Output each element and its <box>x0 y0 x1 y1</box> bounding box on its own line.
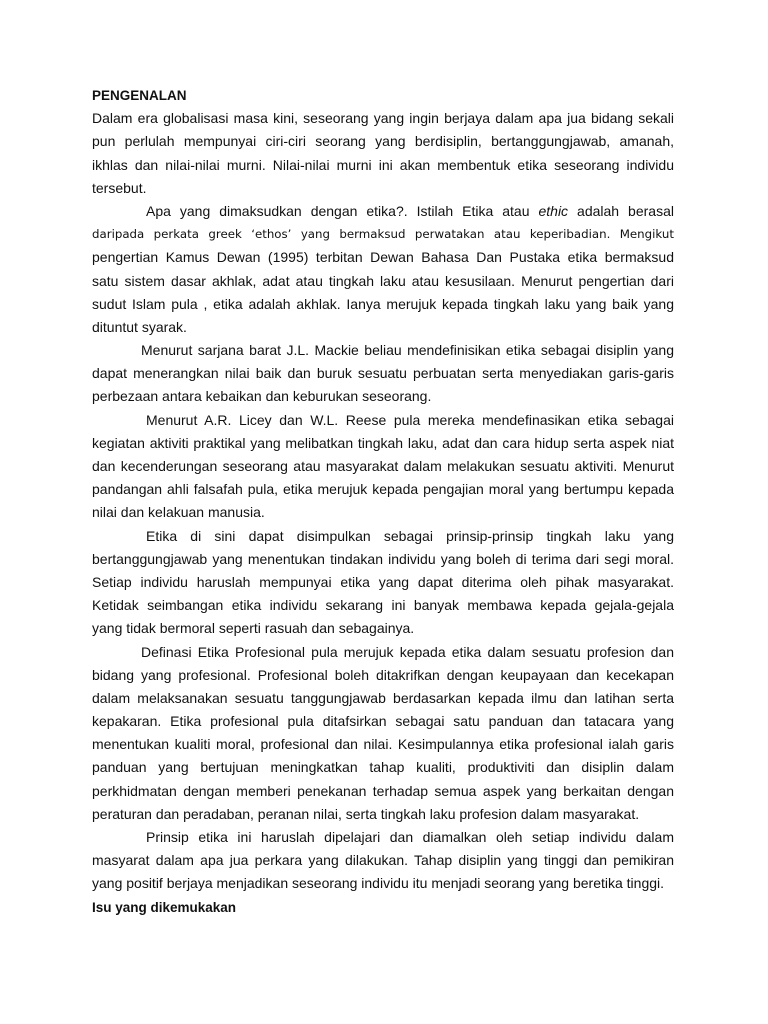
text-line: perkhidmatan dengan memberi penekanan terhadap semua aspek yang berkaitan dengan <box>92 782 674 799</box>
text-line: Menurut sarjana barat J.L. Mackie beliau mendefinisikan etika sebagai disiplin yang <box>141 342 674 359</box>
paragraph-mackie <box>92 339 674 409</box>
paragraph-licey-reese <box>92 409 674 525</box>
text-line: dituntut syarak. <box>92 318 187 335</box>
paragraph-intro <box>92 107 674 200</box>
text-line: pengertian Kamus Dewan (1995) terbitan Dewan Bahasa Dan Pustaka etika bermaksud <box>92 249 674 266</box>
text-line: bidang yang profesional. Profesional boleh ditakrifkan dengan keupayaan dan kecekapan <box>92 666 674 683</box>
text-line: daripada perkata greek ‘ethos’ yang bermaksud perwatakan atau keperibadian. Mengikut <box>92 227 674 242</box>
text-line: yang tidak bermoral seperti rasuah dan sebagainya. <box>92 620 415 637</box>
text-line: menentukan kualiti moral, profesional dan nilai. Kesimpulannya etika profesional ialah garis <box>92 736 674 753</box>
text-line: pun perlulah mempunyai ciri-ciri seorang yang berdisiplin, bertanggungjawab, amanah, <box>92 133 674 150</box>
text-line: sudut Islam pula , etika adalah akhlak. Ianya merujuk kepada tingkah laku yang baik yang <box>92 295 674 312</box>
text-span: adalah berasal <box>568 202 674 219</box>
text-line: perbezaan antara kebaikan dan keburukan seseorang. <box>92 388 432 405</box>
text-line: Ketidak seimbangan etika individu sekarang ini banyak membawa kepada gejala-gejala <box>92 597 674 614</box>
text-line <box>92 200 674 223</box>
text-line: bertanggungjawab yang menentukan tindakan individu yang boleh di terima dari segi moral. <box>92 550 674 567</box>
text-line: Etika di sini dapat disimpulkan sebagai prinsip-prinsip tingkah laku yang <box>146 527 674 544</box>
text-line: panduan yang bertujuan meningkatkan tahap kualiti, produktiviti dan disiplin dalam <box>92 759 674 776</box>
document-page <box>92 84 674 919</box>
text-line: dapat menerangkan nilai baik dan buruk sesuatu perbuatan serta menyediakan garis-garis <box>92 365 674 382</box>
text-line: Definasi Etika Profesional pula merujuk kepada etika dalam sesuatu profesion dan <box>141 643 674 660</box>
text-line: yang positif berjaya menjadikan seseorang individu itu menjadi seorang yang beretika tinggi. <box>92 875 665 892</box>
text-line: dan kecenderungan seseorang atau masyarakat dalam melakukan sesuatu aktiviti. Menurut <box>92 458 674 474</box>
paragraph-conclusion-ethics <box>92 525 674 641</box>
text-line: Prinsip etika ini haruslah dipelajari dan diamalkan oleh setiap individu dalam <box>146 829 674 845</box>
text-line: kegiatan aktiviti praktikal yang melibatkan tingkah laku, adat dan cara hidup serta aspek niat <box>92 434 674 451</box>
text-line: dalam melaksanakan sesuatu tanggungjawab berdasarkan kepada ilmu dan latihan serta <box>92 689 674 706</box>
text-line: pandangan ahli falsafah pula, etika merujuk kepada pengajian moral yang bertumpu kepada <box>92 481 674 498</box>
text-line: kepakaran. Etika profesional pula ditafsirkan sebagai satu panduan dan tatacara yang <box>92 713 674 730</box>
text-line: nilai dan kelakuan manusia. <box>92 504 265 521</box>
italic-term: ethic <box>538 202 569 219</box>
text-span: Apa yang dimaksudkan dengan etika?. Istilah Etika atau <box>146 202 539 219</box>
text-line: tersebut. <box>92 179 147 196</box>
section-heading: PENGENALAN <box>92 88 187 103</box>
text-line: peraturan dan peradaban, peranan nilai, serta tingkah laku profesion dalam masyarakat. <box>92 805 640 822</box>
text-line: satu sistem dasar akhlak, adat atau tingkah laku atau kesusilaan. Menurut pengertian dari <box>92 272 674 289</box>
text-line: Dalam era globalisasi masa kini, seseorang yang ingin berjaya dalam apa jua bidang sekali <box>92 110 674 127</box>
paragraph-professional-ethics <box>92 641 674 827</box>
paragraph-definition <box>92 200 674 339</box>
text-line: masyarat dalam apa jua perkara yang dilakukan. Tahap disiplin yang tinggi dan pemikiran <box>92 852 674 869</box>
text-line: Setiap individu haruslah mempunyai etika yang dapat diterima oleh pihak masyarakat. <box>92 573 674 590</box>
section-subheading: Isu yang dikemukakan <box>92 899 237 915</box>
paragraph-principles <box>92 826 674 896</box>
text-line: Menurut A.R. Licey dan W.L. Reese pula mereka mendefinasikan etika sebagai <box>146 411 674 428</box>
text-line: ikhlas dan nilai-nilai murni. Nilai-nilai murni ini akan membentuk etika seseorang individu <box>92 156 674 173</box>
